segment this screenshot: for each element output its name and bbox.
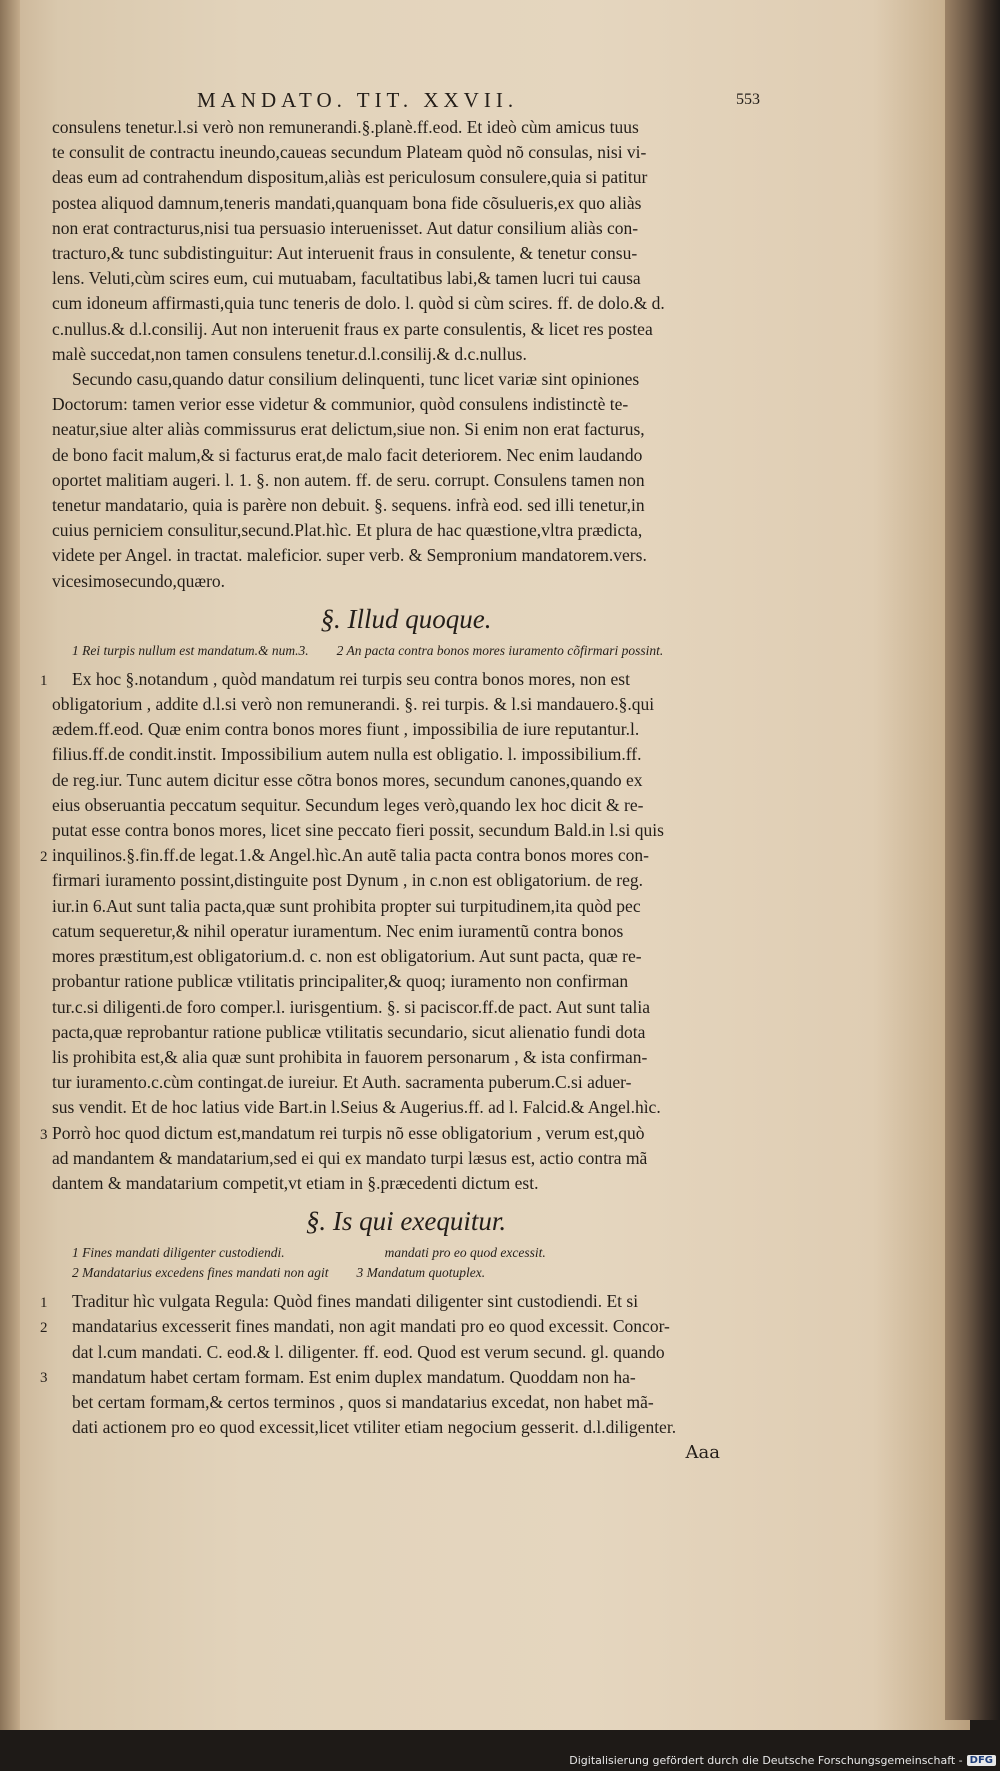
- text-line: oportet malitiam augeri. l. 1. §. non autem. ff. de seru. corrupt. Consulens tamen non: [52, 469, 645, 490]
- text-line: tur iuramento.c.cùm contingat.de iureiur. Et Auth. sacramenta puberum.C.si aduer-: [52, 1072, 632, 1093]
- text-line: Doctorum: tamen verior esse videtur & communior, quòd consulens indistinctè te-: [52, 394, 629, 415]
- page-edge: [945, 0, 1000, 1720]
- margin-number: 1: [40, 672, 48, 689]
- footer-credit: [569, 1751, 996, 1769]
- text-line: eius obseruantia peccatum sequitur. Secundum leges verò,quando lex hoc dicit & re-: [52, 794, 644, 815]
- text-line: mandatarius excesserit fines mandati, non agit mandati pro eo quod excessit. Concor-: [72, 1316, 670, 1337]
- text-line: tracturo,& tunc subdistinguitur: Aut interuenit fraus in consulente, & tenetur consu-: [52, 243, 638, 264]
- section-1-body: [40, 667, 760, 1196]
- text-line: probantur ratione publicæ vtilitatis principaliter,& quoq; iuramento non confirman: [52, 971, 629, 992]
- section-summary: [52, 1243, 760, 1283]
- summary-item: 2 Mandatarius excedens fines mandati non agit: [72, 1265, 329, 1281]
- text-line: catum sequeretur,& nihil operatur iuramentum. Nec enim iuramentũ contra bonos: [52, 920, 624, 941]
- text-line: neatur,siue alter aliàs commissurus erat delictum,siue non. Si enim non erat facturus,: [52, 419, 645, 440]
- text-line: te consulit de contractu ineundo,caueas secundum Plateam quòd nõ consulas, nisi vi-: [52, 142, 647, 163]
- summary-item: mandati pro eo quod excessit.: [384, 1245, 546, 1261]
- text-line: de reg.iur. Tunc autem dicitur esse cõtra bonos mores, secundum canones,quando ex: [52, 769, 643, 790]
- text-line: iur.in 6.Aut sunt talia pacta,quæ sunt prohibita propter sui turpitudinem,ita quòd pec: [52, 895, 641, 916]
- text-line: mores præstitum,est obligatorium.d. c. non est obligatorium. Aut sunt pacta, quæ re-: [52, 946, 642, 967]
- text-line: pacta,quæ reprobantur ratione publicæ vtilitatis secundario, sicut alienatio fundi dota: [52, 1021, 646, 1042]
- section-summary: [52, 641, 760, 661]
- text-line: lens. Veluti,cùm scires eum, cui mutuabam, facultatibus labi,& tamen lucri tui causa: [52, 268, 641, 289]
- summary-item: 3 Mandatum quotuplex.: [356, 1265, 486, 1281]
- text-line: postea aliquod damnum,teneris mandati,quanquam bona fide cõsulueris,ex quo aliàs: [52, 192, 642, 213]
- margin-number: 1: [40, 1295, 48, 1312]
- text-line: ædem.ff.eod. Quæ enim contra bonos mores fiunt , impossibilia de iure reputantur.l.: [52, 719, 640, 740]
- text-line: putat esse contra bonos mores, licet sine peccato fieri possit, secundum Bald.in l.si quis: [52, 820, 664, 841]
- dfg-logo: DFG: [967, 1755, 996, 1766]
- paragraph-2: [52, 367, 760, 594]
- running-header: [52, 88, 760, 113]
- text-line: tur.c.si diligenti.de foro comper.l. iurisgentium. §. si paciscor.ff.de pact. Aut sunt talia: [52, 996, 650, 1017]
- text-line: cuius perniciem consulitur,secund.Plat.hìc. Et plura de hac quæstione,vltra prædicta,: [52, 520, 643, 541]
- text-line: sus vendit. Et de hoc latius vide Bart.in l.Seius & Augerius.ff. ad l. Falcid.& Angel.hìc.: [52, 1097, 661, 1118]
- text-line: bet certam formam,& certos terminos , quos si mandatarius excedat, non habet mã-: [72, 1391, 654, 1412]
- text-line: ad mandantem & mandatarium,sed ei qui ex mandato turpi læsus est, actio contra mã: [52, 1147, 648, 1168]
- margin-number: 3: [40, 1126, 48, 1143]
- summary-item: 1 Rei turpis nullum est mandatum.& num.3.: [72, 642, 309, 658]
- text-line: dat l.cum mandati. C. eod.& l. diligenter. ff. eod. Quod est verum secund. gl. quando: [72, 1341, 665, 1362]
- margin-number: 2: [40, 848, 48, 865]
- text-line: filius.ff.de condit.instit. Impossibilium autem nulla est obligatio. l. impossibilium.ff.: [52, 744, 642, 765]
- text-line: firmari iuramento possint,distinguite post Dynum , in c.non est obligatorium. de reg.: [52, 870, 644, 891]
- text-line: Ex hoc §.notandum , quòd mandatum rei turpis seu contra bonos mores, non est: [72, 668, 630, 689]
- text-line: dati actionem pro eo quod excessit,licet vtiliter etiam negocium gesserit. d.l.diligenter.: [72, 1417, 677, 1438]
- signature-mark: Aaa: [685, 1442, 720, 1464]
- text-line: Secundo casu,quando datur consilium delinquenti, tunc licet variæ sint opiniones: [72, 369, 640, 390]
- text-line: inquilinos.§.fin.ff.de legat.1.& Angel.hìc.An autẽ talia pacta contra bonos mores con-: [52, 845, 649, 866]
- summary-item: 2 An pacta contra bonos mores iuramento cõfirmari possint.: [336, 642, 664, 658]
- margin-number: 3: [40, 1370, 48, 1387]
- text-line: Porrò hoc quod dictum est,mandatum rei turpis nõ esse obligatorium , verum est,quò: [52, 1122, 645, 1143]
- section-title: §. Is qui exequitur.: [305, 1206, 507, 1237]
- page-number: 553: [736, 91, 760, 108]
- text-line: mandatum habet certam formam. Est enim duplex mandatum. Quoddam non ha-: [72, 1366, 636, 1387]
- section-2-body: [40, 1289, 760, 1440]
- running-title: MANDATO. TIT. XXVII.: [197, 88, 519, 112]
- footer-text: Digitalisierung gefördert durch die Deutsche Forschungsgemeinschaft -: [569, 1753, 963, 1767]
- text-line: consulens tenetur.l.si verò non remunerandi.§.planè.ff.eod. Et ideò cùm amicus tuus: [52, 117, 639, 137]
- paragraph-1: [52, 115, 760, 367]
- text-line: Traditur hìc vulgata Regula: Quòd fines mandati diligenter sint custodiendi. Et si: [72, 1291, 639, 1312]
- text-line: tenetur mandatario, quia is parère non debuit. §. sequens. infrà eod. sed illi tenetur,in: [52, 495, 645, 516]
- text-line: dantem & mandatarium competit,vt etiam in §.præcedenti dictum est.: [52, 1172, 539, 1193]
- text-line: obligatorium , addite d.l.si verò non remunerandi. §. rei turpis. & l.si mandauero.§.qui: [52, 694, 655, 715]
- text-line: cum idoneum affirmasti,quia tunc teneris de dolo. l. quòd si cùm scires. ff. de dolo.& d.: [52, 293, 665, 314]
- summary-item: 1 Fines mandati diligenter custodiendi.: [72, 1245, 285, 1261]
- text-line: videte per Angel. in tractat. maleficior. super verb. & Sempronium mandatorem.vers.: [52, 545, 647, 566]
- text-line: non erat contracturus,nisi tua persuasio interuenisset. Aut datur consilium aliàs con-: [52, 217, 639, 238]
- text-line: de bono facit malum,& si facturus erat,de malo facit deteriorem. Nec enim laudando: [52, 444, 643, 465]
- text-line: lis prohibita est,& alia quæ sunt prohibita in fauorem personarum , & ista confirman-: [52, 1046, 648, 1067]
- margin-number: 2: [40, 1320, 48, 1337]
- text-line: c.nullus.& d.l.consilij. Aut non interuenit fraus ex parte consulentis, & licet res postea: [52, 318, 653, 339]
- text-line: vicesimosecundo,quæro.: [52, 570, 226, 591]
- text-line: malè succedat,non tamen consulens tenetur.d.l.consilij.& d.c.nullus.: [52, 343, 527, 364]
- page-content: [40, 88, 760, 1464]
- text-line: deas eum ad contrahendum dispositum,aliàs est periculosum consulere,quia si patitur: [52, 167, 648, 188]
- section-title: §. Illud quoque.: [320, 603, 492, 634]
- page-gutter: [0, 0, 20, 1730]
